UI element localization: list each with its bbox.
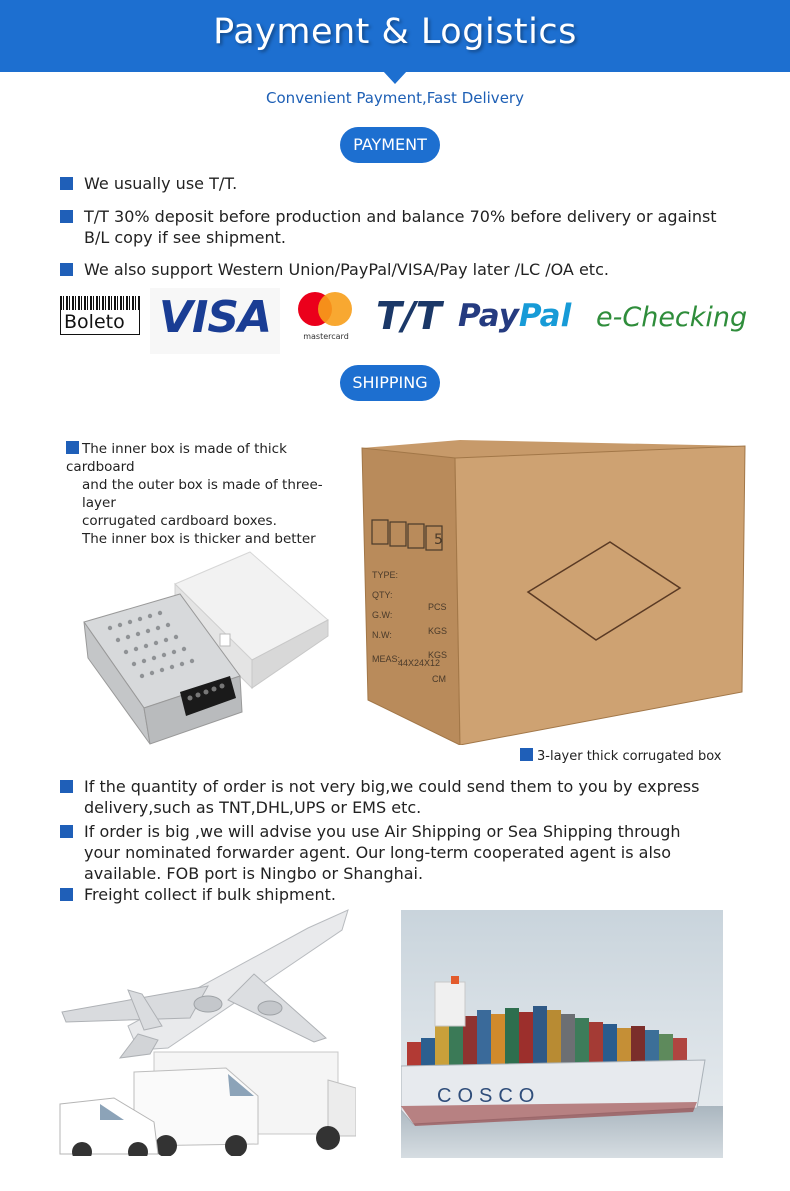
stack-limit-number: 5 xyxy=(434,532,443,548)
carton-label-gw: G.W: xyxy=(372,610,393,620)
carton-label-nw: N.W: xyxy=(372,630,392,640)
bullet-square-icon xyxy=(60,780,73,793)
carton-label-type: TYPE: xyxy=(372,570,399,580)
carton-label-meas: MEAS: xyxy=(372,654,401,664)
carton-label-kgs-2: KGS xyxy=(428,650,448,660)
airplane-engine-icon xyxy=(194,996,222,1012)
container-ship-image xyxy=(401,910,723,1158)
payment-logos xyxy=(58,288,748,358)
bullet-square-icon xyxy=(60,825,73,838)
inner-box-slot xyxy=(220,634,230,646)
banner-notch xyxy=(383,71,407,84)
corrugated-box-image xyxy=(360,440,748,745)
visa-logo: VISA xyxy=(150,288,280,354)
packaging-note-text: The inner box is made of thick cardboard xyxy=(66,441,287,475)
mastercard-logo xyxy=(296,292,360,348)
shipping-section-label: SHIPPING xyxy=(340,365,440,401)
tt-logo: T/T xyxy=(376,294,442,338)
payment-section-label: PAYMENT xyxy=(340,127,440,163)
packaging-note-line: The inner box is thicker and better xyxy=(82,531,316,547)
ship-brand-text: COSCO xyxy=(437,1085,541,1107)
packaging-note xyxy=(66,440,356,548)
shipping-bullet-text: If the quantity of order is not very big,we could send them to you by express delivery,such as TNT,DHL,UPS or EMS etc. xyxy=(84,777,700,817)
payment-bullet-text: We usually use T/T. xyxy=(84,174,238,193)
bullet-square-icon xyxy=(60,210,73,223)
air-and-road-freight-image xyxy=(58,908,356,1156)
power-supply-image xyxy=(80,548,340,748)
paypal-logo xyxy=(458,298,571,334)
payment-bullet-text: We also support Western Union/PayPal/VISA/Pay later /LC /OA etc. xyxy=(84,260,609,279)
shipping-bullet xyxy=(60,821,720,884)
ship-funnel xyxy=(451,976,459,984)
shipping-bullet xyxy=(60,884,750,905)
barcode-icon xyxy=(60,296,140,310)
carton-label-pcs: PCS xyxy=(428,602,447,612)
carton-label-meas-value: 44X24X12 xyxy=(398,658,441,668)
shipping-bullet-text: If order is big ,we will advise you use Air Shipping or Sea Shipping through your nominated forwarder agent. Our long-term cooperated agent is also available. FOB port is Ningbo or Shanghai. xyxy=(84,822,681,883)
boleto-logo-text: Boleto xyxy=(60,310,140,335)
paypal-logo-pay: Pay xyxy=(458,298,519,334)
mastercard-yellow-circle-icon xyxy=(318,292,352,326)
wheel-icon xyxy=(316,1126,340,1150)
bullet-square-icon xyxy=(60,177,73,190)
payment-bullet xyxy=(60,259,750,280)
packaging-note-line: corrugated cardboard boxes. xyxy=(82,513,277,529)
bullet-square-icon xyxy=(60,263,73,276)
page-subtitle: Convenient Payment,Fast Delivery xyxy=(266,89,524,107)
echecking-logo: e-Checking xyxy=(596,302,748,333)
shipping-bullet-text: Freight collect if bulk shipment. xyxy=(84,885,336,904)
ship-bridge xyxy=(435,982,465,1026)
payment-bullet xyxy=(60,173,750,194)
mastercard-logo-text: mastercard xyxy=(303,332,349,341)
packaging-note-line xyxy=(66,440,356,476)
carton-label-qty: QTY: xyxy=(372,590,393,600)
box-caption xyxy=(520,748,721,764)
boleto-logo xyxy=(60,296,140,338)
bullet-square-icon xyxy=(60,888,73,901)
airplane-engine-icon xyxy=(258,1001,282,1015)
carton-label-cm: CM xyxy=(432,674,446,684)
shipping-bullet xyxy=(60,776,700,818)
page-title: Payment & Logistics xyxy=(213,12,577,52)
bullet-square-icon xyxy=(520,748,533,761)
payment-bullet xyxy=(60,206,730,248)
carton-label-kgs-1: KGS xyxy=(428,626,448,636)
wheel-icon xyxy=(225,1135,247,1156)
carton-front xyxy=(455,446,745,745)
packaging-note-line: and the outer box is made of three-layer xyxy=(82,477,323,511)
paypal-logo-pal: Pal xyxy=(518,298,572,334)
box-caption-text: 3-layer thick corrugated box xyxy=(537,749,722,764)
bullet-square-icon xyxy=(66,441,79,454)
payment-bullet-text: T/T 30% deposit before production and balance 70% before delivery or against B/L copy if see shipment. xyxy=(84,207,717,247)
